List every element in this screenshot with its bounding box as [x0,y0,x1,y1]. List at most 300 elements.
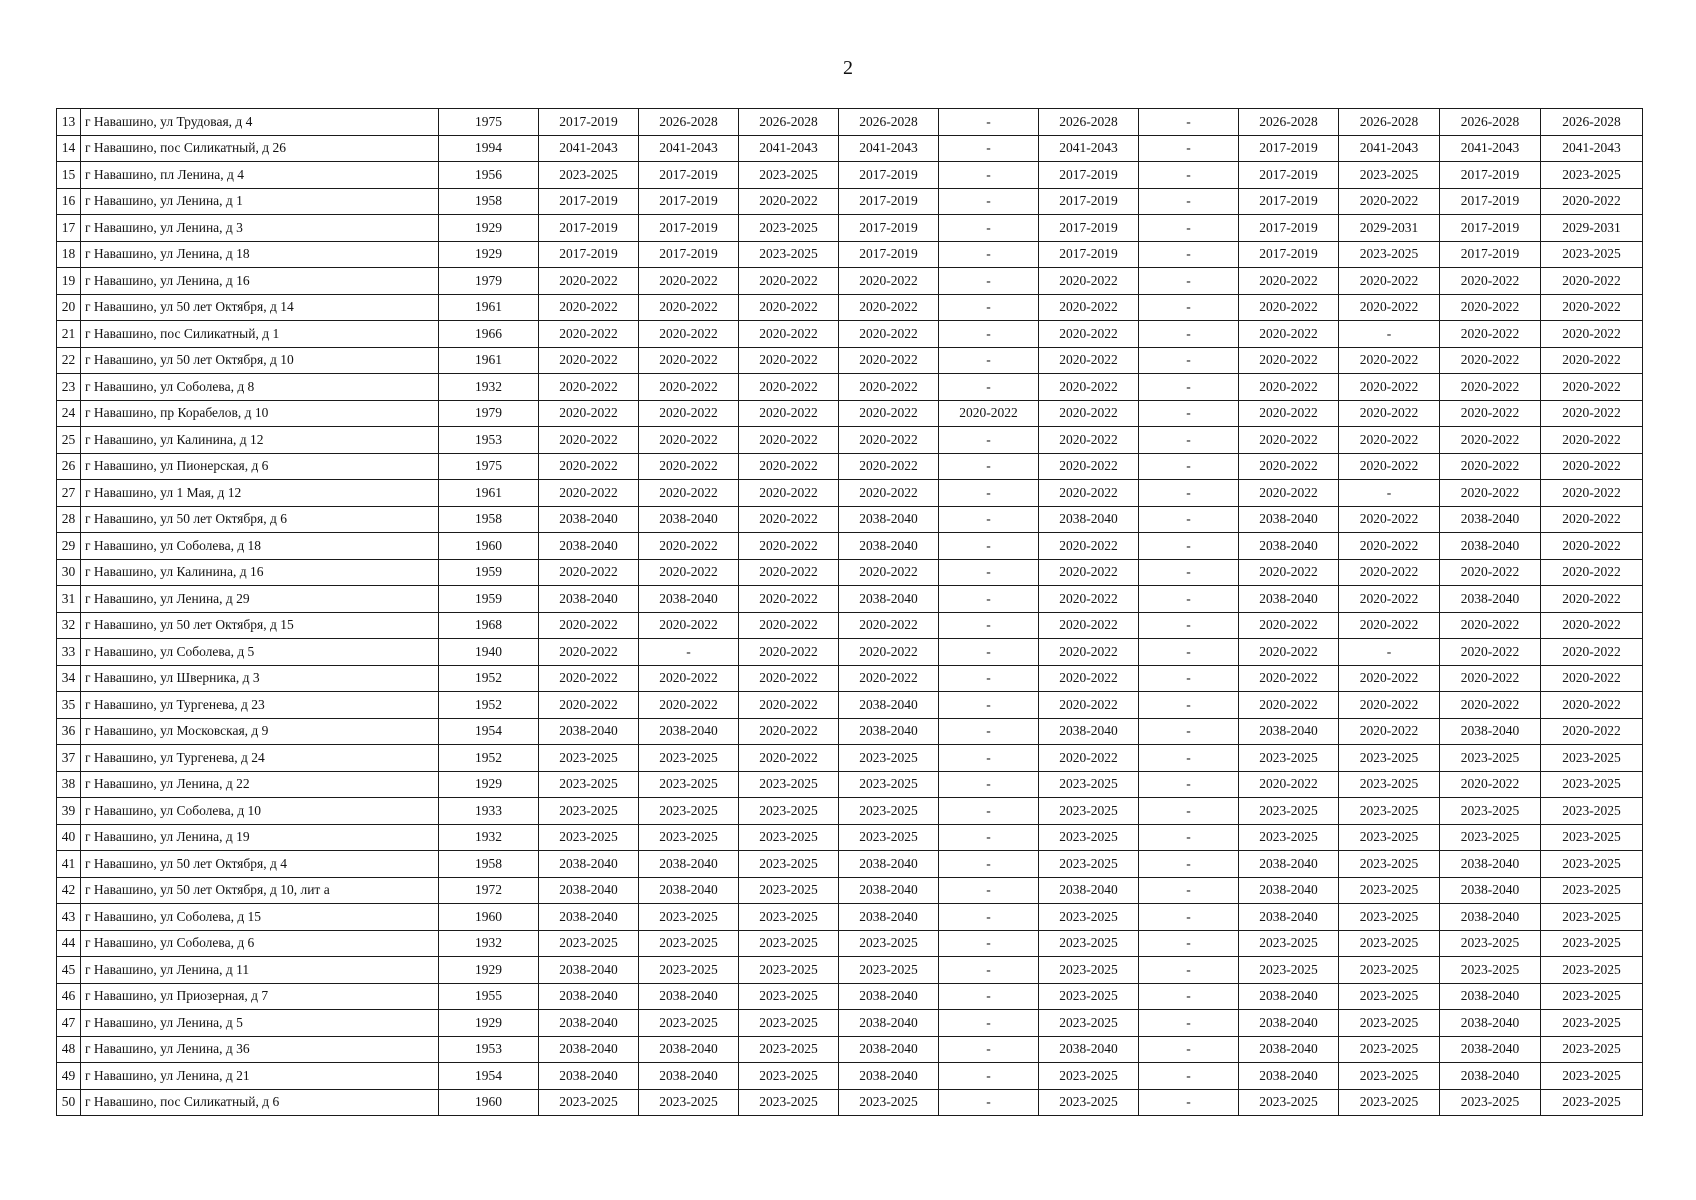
address-cell: г Навашино, ул 50 лет Октября, д 10 [81,347,439,374]
period-cell: 2020-2022 [639,453,739,480]
period-cell: 2023-2025 [839,798,939,825]
period-cell: - [1139,427,1239,454]
period-cell: 2020-2022 [1039,612,1139,639]
period-cell: 2041-2043 [1339,135,1440,162]
period-cell: 2038-2040 [639,1036,739,1063]
period-cell: 2038-2040 [1440,1063,1541,1090]
period-cell: 2020-2022 [639,347,739,374]
period-cell: 2038-2040 [1239,586,1339,613]
period-cell: - [939,745,1039,772]
period-cell: - [939,639,1039,666]
period-cell: 2041-2043 [639,135,739,162]
address-cell: г Навашино, ул Ленина, д 18 [81,241,439,268]
row-number-cell: 22 [57,347,81,374]
period-cell: 2020-2022 [1339,347,1440,374]
period-cell: - [1139,1036,1239,1063]
address-cell: г Навашино, пр Корабелов, д 10 [81,400,439,427]
year-built-cell: 1959 [439,586,539,613]
period-cell: 2041-2043 [539,135,639,162]
period-cell: 2041-2043 [1440,135,1541,162]
table-row [57,612,1643,639]
period-cell: 2026-2028 [639,109,739,136]
year-built-cell: 1952 [439,692,539,719]
period-cell: 2038-2040 [539,533,639,560]
period-cell: 2038-2040 [1239,1036,1339,1063]
period-cell: 2023-2025 [639,745,739,772]
period-cell: - [939,533,1039,560]
address-cell: г Навашино, ул Соболева, д 8 [81,374,439,401]
address-cell: г Навашино, ул Трудовая, д 4 [81,109,439,136]
address-cell: г Навашино, ул Ленина, д 22 [81,771,439,798]
period-cell: 2020-2022 [1440,771,1541,798]
period-cell: - [1139,586,1239,613]
row-number-cell: 32 [57,612,81,639]
period-cell: 2020-2022 [739,294,839,321]
table-row [57,427,1643,454]
period-cell: 2020-2022 [739,506,839,533]
period-cell: 2038-2040 [1239,877,1339,904]
period-cell: - [1139,321,1239,348]
period-cell: 2020-2022 [839,559,939,586]
period-cell: 2038-2040 [1440,904,1541,931]
row-number-cell: 46 [57,983,81,1010]
row-number-cell: 36 [57,718,81,745]
table-row [57,453,1643,480]
period-cell: 2017-2019 [1239,188,1339,215]
table-row [57,1010,1643,1037]
period-cell: - [939,798,1039,825]
period-cell: 2020-2022 [539,321,639,348]
period-cell: 2023-2025 [739,241,839,268]
table-row [57,639,1643,666]
period-cell: 2020-2022 [839,400,939,427]
period-cell: 2020-2022 [1039,453,1139,480]
period-cell: 2020-2022 [739,745,839,772]
period-cell: 2017-2019 [1440,188,1541,215]
period-cell: - [1139,400,1239,427]
year-built-cell: 1959 [439,559,539,586]
period-cell: 2023-2025 [1339,745,1440,772]
period-cell: 2038-2040 [1039,718,1139,745]
period-cell: 2020-2022 [639,268,739,295]
period-cell: 2020-2022 [1339,453,1440,480]
period-cell: 2023-2025 [839,745,939,772]
period-cell: 2023-2025 [1541,162,1643,189]
row-number-cell: 13 [57,109,81,136]
period-cell: 2020-2022 [839,453,939,480]
period-cell: 2023-2025 [1339,241,1440,268]
table-row [57,586,1643,613]
period-cell: 2023-2025 [1440,824,1541,851]
period-cell: 2020-2022 [1541,268,1643,295]
period-cell: 2017-2019 [839,188,939,215]
period-cell: - [1339,639,1440,666]
year-built-cell: 1932 [439,824,539,851]
table-row [57,480,1643,507]
period-cell: 2020-2022 [1039,692,1139,719]
period-cell: 2026-2028 [1339,109,1440,136]
period-cell: 2020-2022 [639,374,739,401]
period-cell: 2020-2022 [1339,294,1440,321]
period-cell: 2038-2040 [1239,533,1339,560]
year-built-cell: 1958 [439,188,539,215]
period-cell: 2023-2025 [1339,851,1440,878]
period-cell: 2020-2022 [1541,559,1643,586]
period-cell: 2020-2022 [739,347,839,374]
period-cell: - [1139,533,1239,560]
period-cell: 2023-2025 [739,824,839,851]
address-cell: г Навашино, ул Ленина, д 1 [81,188,439,215]
period-cell: 2023-2025 [1440,957,1541,984]
table-row [57,851,1643,878]
period-cell: 2023-2025 [1239,957,1339,984]
period-cell: 2020-2022 [1039,559,1139,586]
period-cell: - [1139,480,1239,507]
period-cell: 2023-2025 [739,930,839,957]
period-cell: 2023-2025 [1541,851,1643,878]
year-built-cell: 1929 [439,771,539,798]
row-number-cell: 49 [57,1063,81,1090]
period-cell: - [1139,771,1239,798]
period-cell: 2023-2025 [1541,824,1643,851]
period-cell: 2017-2019 [839,215,939,242]
period-cell: - [939,930,1039,957]
period-cell: 2020-2022 [1440,665,1541,692]
period-cell: 2020-2022 [1039,665,1139,692]
period-cell: 2020-2022 [1440,347,1541,374]
period-cell: 2020-2022 [1541,480,1643,507]
period-cell: 2020-2022 [739,400,839,427]
period-cell: 2020-2022 [539,612,639,639]
period-cell: 2038-2040 [639,506,739,533]
period-cell: - [939,135,1039,162]
period-cell: 2020-2022 [1541,639,1643,666]
address-cell: г Навашино, ул 50 лет Октября, д 10, лит а [81,877,439,904]
period-cell: - [1139,453,1239,480]
period-cell: 2020-2022 [1039,347,1139,374]
table-row [57,877,1643,904]
address-cell: г Навашино, ул Калинина, д 12 [81,427,439,454]
table-row [57,162,1643,189]
period-cell: 2023-2025 [1339,1010,1440,1037]
period-cell: 2020-2022 [739,639,839,666]
period-cell: 2023-2025 [539,824,639,851]
period-cell: 2020-2022 [739,612,839,639]
period-cell: 2038-2040 [1239,904,1339,931]
period-cell: 2023-2025 [1039,798,1139,825]
address-cell: г Навашино, ул 50 лет Октября, д 6 [81,506,439,533]
year-built-cell: 1954 [439,718,539,745]
period-cell: 2029-2031 [1541,215,1643,242]
period-cell: 2020-2022 [1440,400,1541,427]
period-cell: 2023-2025 [1541,877,1643,904]
period-cell: - [1139,135,1239,162]
period-cell: 2023-2025 [839,771,939,798]
period-cell: 2038-2040 [839,533,939,560]
period-cell: 2038-2040 [839,586,939,613]
period-cell: 2020-2022 [1440,427,1541,454]
period-cell: 2020-2022 [1541,400,1643,427]
period-cell: - [1139,215,1239,242]
period-cell: 2038-2040 [639,586,739,613]
period-cell: 2020-2022 [1039,480,1139,507]
period-cell: 2023-2025 [739,877,839,904]
row-number-cell: 43 [57,904,81,931]
period-cell: 2020-2022 [1541,427,1643,454]
period-cell: 2023-2025 [639,1010,739,1037]
period-cell: 2020-2022 [639,294,739,321]
period-cell: 2020-2022 [1039,745,1139,772]
period-cell: - [1139,851,1239,878]
period-cell: 2023-2025 [1541,1089,1643,1116]
period-cell: 2020-2022 [1339,692,1440,719]
address-cell: г Навашино, ул Тургенева, д 23 [81,692,439,719]
address-cell: г Навашино, ул Соболева, д 15 [81,904,439,931]
period-cell: 2023-2025 [1541,904,1643,931]
period-cell: 2020-2022 [1541,188,1643,215]
period-cell: 2020-2022 [639,665,739,692]
period-cell: 2038-2040 [539,1036,639,1063]
table-row [57,771,1643,798]
period-cell: 2038-2040 [1239,1010,1339,1037]
period-cell: 2023-2025 [1039,1010,1139,1037]
period-cell: 2020-2022 [1440,374,1541,401]
period-cell: - [1139,612,1239,639]
row-number-cell: 50 [57,1089,81,1116]
period-cell: 2029-2031 [1339,215,1440,242]
row-number-cell: 27 [57,480,81,507]
period-cell: 2020-2022 [539,692,639,719]
period-cell: 2020-2022 [1541,347,1643,374]
period-cell: 2038-2040 [639,983,739,1010]
year-built-cell: 1958 [439,506,539,533]
row-number-cell: 25 [57,427,81,454]
table-row [57,294,1643,321]
period-cell: 2023-2025 [1440,745,1541,772]
row-number-cell: 40 [57,824,81,851]
period-cell: 2023-2025 [1339,162,1440,189]
period-cell: 2038-2040 [839,983,939,1010]
table-row [57,957,1643,984]
period-cell: - [1139,798,1239,825]
period-cell: 2038-2040 [1239,1063,1339,1090]
period-cell: 2023-2025 [1541,957,1643,984]
year-built-cell: 1966 [439,321,539,348]
page-number: 2 [843,57,853,79]
period-cell: 2038-2040 [1440,851,1541,878]
period-cell: 2020-2022 [639,612,739,639]
table-row [57,109,1643,136]
period-cell: 2020-2022 [1239,321,1339,348]
period-cell: 2020-2022 [1239,692,1339,719]
period-cell: 2038-2040 [1039,1036,1139,1063]
address-cell: г Навашино, ул Соболева, д 6 [81,930,439,957]
period-cell: - [1139,506,1239,533]
period-cell: 2038-2040 [1440,586,1541,613]
period-cell: 2026-2028 [1440,109,1541,136]
row-number-cell: 33 [57,639,81,666]
period-cell: 2020-2022 [1239,400,1339,427]
period-cell: 2023-2025 [1440,930,1541,957]
period-cell: 2020-2022 [1440,639,1541,666]
period-cell: - [939,877,1039,904]
period-cell: 2020-2022 [1541,321,1643,348]
period-cell: - [1139,957,1239,984]
period-cell: 2017-2019 [1440,162,1541,189]
period-cell: - [1139,904,1239,931]
period-cell: 2038-2040 [839,1010,939,1037]
period-cell: 2020-2022 [739,718,839,745]
address-cell: г Навашино, ул Соболева, д 5 [81,639,439,666]
address-cell: г Навашино, ул Ленина, д 5 [81,1010,439,1037]
table-row [57,215,1643,242]
period-cell: 2023-2025 [539,1089,639,1116]
year-built-cell: 1952 [439,665,539,692]
period-cell: 2023-2025 [739,215,839,242]
table-row [57,718,1643,745]
year-built-cell: 1955 [439,983,539,1010]
period-cell: - [1139,347,1239,374]
year-built-cell: 1961 [439,480,539,507]
period-cell: 2023-2025 [1039,904,1139,931]
period-cell: 2020-2022 [739,321,839,348]
address-cell: г Навашино, ул 50 лет Октября, д 4 [81,851,439,878]
period-cell: 2023-2025 [1339,771,1440,798]
period-cell: 2020-2022 [1239,639,1339,666]
period-cell: 2026-2028 [1239,109,1339,136]
year-built-cell: 1953 [439,427,539,454]
period-cell: 2017-2019 [639,215,739,242]
period-cell: - [939,268,1039,295]
address-cell: г Навашино, пл Ленина, д 4 [81,162,439,189]
period-cell: 2020-2022 [839,321,939,348]
year-built-cell: 1952 [439,745,539,772]
period-cell: 2020-2022 [1039,268,1139,295]
period-cell: 2038-2040 [639,851,739,878]
period-cell: 2023-2025 [839,824,939,851]
period-cell: 2020-2022 [639,427,739,454]
year-built-cell: 1960 [439,904,539,931]
period-cell: 2020-2022 [1239,771,1339,798]
period-cell: 2020-2022 [739,533,839,560]
period-cell: - [1139,745,1239,772]
period-cell: 2020-2022 [1239,612,1339,639]
period-cell: - [939,427,1039,454]
period-cell: - [939,1063,1039,1090]
period-cell: 2020-2022 [1339,268,1440,295]
period-cell: - [1139,559,1239,586]
row-number-cell: 20 [57,294,81,321]
period-cell: 2020-2022 [739,268,839,295]
period-cell: 2026-2028 [1039,109,1139,136]
year-built-cell: 1975 [439,453,539,480]
period-cell: 2023-2025 [739,851,839,878]
row-number-cell: 14 [57,135,81,162]
table-body [57,109,1643,1116]
year-built-cell: 1968 [439,612,539,639]
period-cell: 2020-2022 [1039,374,1139,401]
period-cell: - [939,294,1039,321]
period-cell: 2020-2022 [839,639,939,666]
period-cell: 2023-2025 [1339,798,1440,825]
year-built-cell: 1929 [439,215,539,242]
period-cell: 2023-2025 [1541,798,1643,825]
year-built-cell: 1933 [439,798,539,825]
period-cell: 2020-2022 [1541,718,1643,745]
row-number-cell: 17 [57,215,81,242]
period-cell: 2038-2040 [1440,718,1541,745]
period-cell: 2020-2022 [1339,506,1440,533]
address-cell: г Навашино, пос Силикатный, д 6 [81,1089,439,1116]
period-cell: - [939,109,1039,136]
period-cell: 2038-2040 [639,877,739,904]
year-built-cell: 1975 [439,109,539,136]
table-row [57,506,1643,533]
period-cell: 2020-2022 [839,480,939,507]
period-cell: 2023-2025 [1239,745,1339,772]
period-cell: 2023-2025 [639,771,739,798]
period-cell: 2023-2025 [1541,930,1643,957]
year-built-cell: 1929 [439,957,539,984]
period-cell: 2020-2022 [739,480,839,507]
period-cell: - [1139,162,1239,189]
period-cell: 2038-2040 [539,586,639,613]
table-row [57,374,1643,401]
period-cell: 2023-2025 [639,957,739,984]
row-number-cell: 19 [57,268,81,295]
table-row [57,268,1643,295]
period-cell: - [939,983,1039,1010]
address-cell: г Навашино, ул Тургенева, д 24 [81,745,439,772]
year-built-cell: 1960 [439,533,539,560]
row-number-cell: 41 [57,851,81,878]
period-cell: - [1139,718,1239,745]
period-cell: 2020-2022 [1039,586,1139,613]
row-number-cell: 15 [57,162,81,189]
period-cell: 2023-2025 [1339,1063,1440,1090]
period-cell: 2038-2040 [539,983,639,1010]
address-cell: г Навашино, ул 1 Мая, д 12 [81,480,439,507]
period-cell: 2023-2025 [1339,957,1440,984]
address-cell: г Навашино, ул Ленина, д 29 [81,586,439,613]
period-cell: - [1139,241,1239,268]
period-cell: 2023-2025 [739,1010,839,1037]
period-cell: 2041-2043 [739,135,839,162]
row-number-cell: 28 [57,506,81,533]
period-cell: 2038-2040 [1440,983,1541,1010]
period-cell: 2023-2025 [1339,877,1440,904]
period-cell: 2023-2025 [1239,798,1339,825]
period-cell: 2038-2040 [539,1010,639,1037]
address-cell: г Навашино, ул Ленина, д 16 [81,268,439,295]
period-cell: 2017-2019 [1039,215,1139,242]
period-cell: 2020-2022 [1541,612,1643,639]
period-cell: 2020-2022 [1239,347,1339,374]
period-cell: 2020-2022 [639,400,739,427]
period-cell: - [939,612,1039,639]
period-cell: - [939,851,1039,878]
period-cell: 2020-2022 [839,347,939,374]
period-cell: 2023-2025 [1440,798,1541,825]
period-cell: 2023-2025 [1541,771,1643,798]
year-built-cell: 1979 [439,268,539,295]
period-cell: 2038-2040 [1239,506,1339,533]
period-cell: - [1139,665,1239,692]
row-number-cell: 18 [57,241,81,268]
period-cell: 2020-2022 [1440,612,1541,639]
period-cell: 2020-2022 [1239,453,1339,480]
period-cell: 2023-2025 [539,162,639,189]
